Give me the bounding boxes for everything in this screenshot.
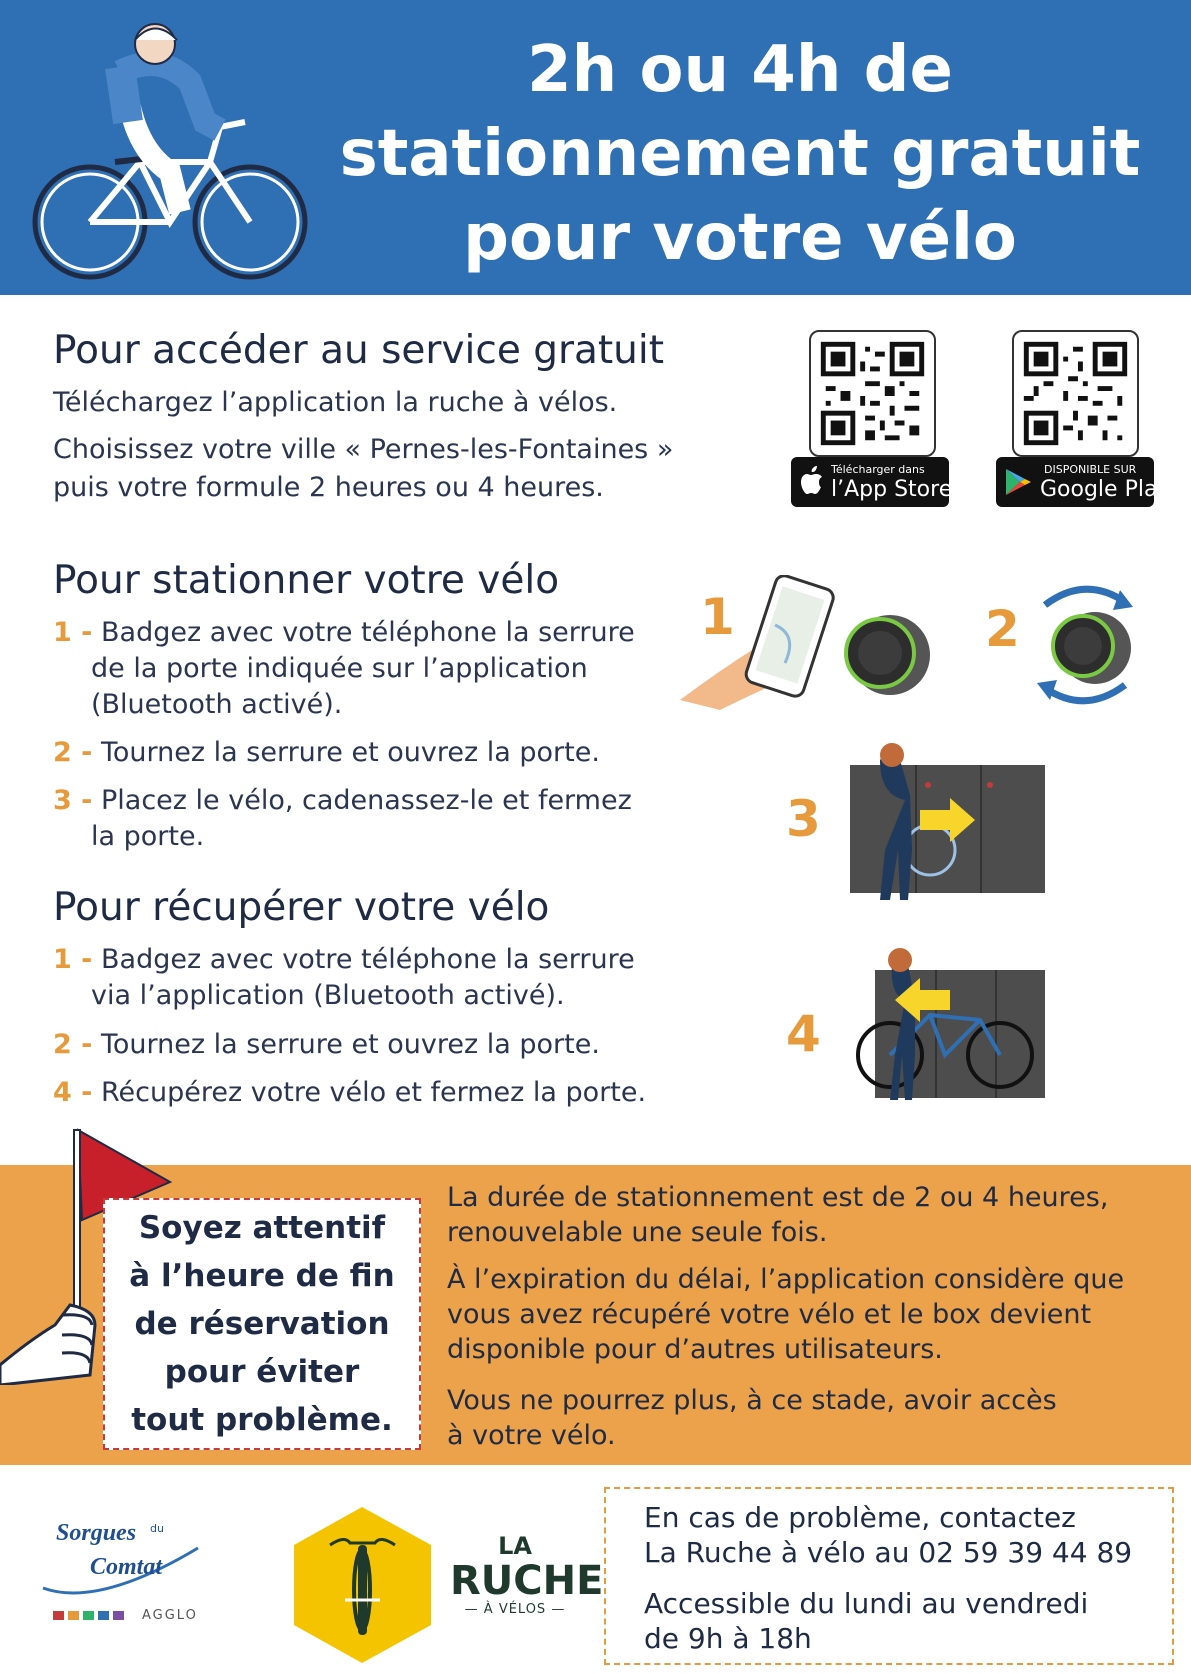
googleplay-badge[interactable] (996, 457, 1171, 507)
turn-lock-illustration (1025, 580, 1145, 710)
step-number: 1 - (53, 944, 93, 975)
retrieve-step-1 (53, 942, 693, 1014)
qr-code-icon (811, 332, 934, 455)
contact-line: de 9h à 18h (644, 1622, 812, 1655)
info-line: Vous ne pourrez plus, à ce stade, avoir accès (447, 1385, 1057, 1416)
logo-text: Comtat (90, 1554, 163, 1580)
step-text: Badgez avec votre téléphone la serrure (101, 617, 635, 648)
step-text: de la porte indiquée sur l’application (91, 653, 588, 684)
qr-code-icon (1014, 332, 1137, 455)
step-text: (Bluetooth activé). (91, 689, 343, 720)
logo-text: AGGLO (142, 1608, 198, 1623)
ruche-hexagon-logo (290, 1505, 435, 1665)
contact-line: Accessible du lundi au vendredi (644, 1587, 1089, 1620)
park-step-2 (53, 735, 693, 771)
googleplay-small-text: DISPONIBLE SUR (1044, 463, 1137, 476)
step-text: Placez le vélo, cadenassez-le et fermez (101, 785, 632, 816)
cyclist-illustration (20, 12, 320, 292)
step-number: 2 - (53, 737, 93, 768)
step-number: 4 - (53, 1077, 93, 1108)
park-step-3 (53, 783, 693, 855)
info-line: à votre vélo. (447, 1420, 616, 1451)
googleplay-big-text: Google Play (1040, 477, 1171, 502)
logo-text: — À VÉLOS — (464, 1602, 566, 1617)
info-paragraph-2 (447, 1262, 1167, 1367)
access-text-3: puis votre formule 2 heures ou 4 heures. (53, 472, 604, 503)
logo-text: Sorgues (56, 1520, 137, 1546)
warning-line: de réservation (134, 1306, 390, 1342)
title-line: pour votre vélo (463, 201, 1017, 275)
step-number: 1 - (53, 617, 93, 648)
appstore-qr-code[interactable] (809, 330, 936, 457)
step-text: la porte. (91, 821, 205, 852)
step-text: Tournez la serrure et ouvrez la porte. (101, 1029, 600, 1060)
illustration-number-2: 2 (985, 600, 1020, 658)
info-line: disponible pour d’autres utilisateurs. (447, 1334, 943, 1365)
appstore-big-text: l’App Store (831, 477, 953, 502)
info-paragraph-3 (447, 1383, 1167, 1453)
info-line: La durée de stationnement est de 2 ou 4 heures, (447, 1182, 1109, 1213)
step-text: Badgez avec votre téléphone la serrure (101, 944, 635, 975)
illustration-number-1: 1 (700, 588, 735, 646)
info-line: À l’expiration du délai, l’application considère que (447, 1264, 1125, 1295)
park-heading: Pour stationner votre vélo (53, 558, 560, 603)
contact-line: La Ruche à vélo au 02 59 39 44 89 (644, 1536, 1133, 1569)
retrieve-bike-illustration (850, 945, 1050, 1105)
contact-box (604, 1487, 1174, 1665)
retrieve-step-3 (53, 1075, 693, 1111)
appstore-small-text: Télécharger dans (831, 463, 925, 476)
warning-box (103, 1198, 421, 1450)
access-text-2: Choisissez votre ville « Pernes-les-Fontaines » (53, 434, 674, 465)
ruche-text-logo (450, 1532, 604, 1617)
park-step-1 (53, 615, 693, 723)
illustration-number-3: 3 (786, 790, 821, 848)
contact-line: En cas de problème, contactez (644, 1501, 1076, 1534)
logo-text: du (150, 1522, 164, 1535)
warning-line: tout problème. (131, 1402, 393, 1438)
googleplay-qr-code[interactable] (1012, 330, 1139, 457)
step-number: 2 - (53, 1029, 93, 1060)
park-bike-illustration (850, 740, 1050, 900)
access-text-1: Téléchargez l’application la ruche à vélos. (53, 387, 618, 418)
warning-line: pour éviter (164, 1354, 360, 1390)
title-line: 2h ou 4h de (527, 33, 953, 107)
logo-text: RUCHE (450, 1558, 604, 1604)
logo-text: LA (498, 1532, 532, 1560)
info-paragraph-1 (447, 1180, 1167, 1250)
header-banner (0, 0, 1191, 295)
appstore-badge[interactable] (791, 457, 953, 507)
step-number: 3 - (53, 785, 93, 816)
retrieve-heading: Pour récupérer votre vélo (53, 885, 550, 930)
info-line: vous avez récupéré votre vélo et le box devient (447, 1299, 1092, 1330)
google-play-icon (1004, 467, 1032, 497)
step-text: via l’application (Bluetooth activé). (91, 980, 565, 1011)
illustration-number-4: 4 (786, 1005, 821, 1063)
step-text: Tournez la serrure et ouvrez la porte. (101, 737, 600, 768)
apple-icon (800, 466, 824, 496)
phone-badge-illustration (680, 575, 950, 710)
page-title (320, 28, 1160, 280)
retrieve-step-2 (53, 1027, 693, 1063)
access-heading: Pour accéder au service gratuit (53, 328, 665, 373)
step-text: Récupérez votre vélo et fermez la porte. (101, 1077, 647, 1108)
sorgues-du-comtat-logo (38, 1508, 228, 1628)
title-line: stationnement gratuit (339, 117, 1141, 191)
warning-line: à l’heure de fin (129, 1258, 395, 1294)
info-line: renouvelable une seule fois. (447, 1217, 828, 1248)
warning-line: Soyez attentif (138, 1210, 386, 1246)
